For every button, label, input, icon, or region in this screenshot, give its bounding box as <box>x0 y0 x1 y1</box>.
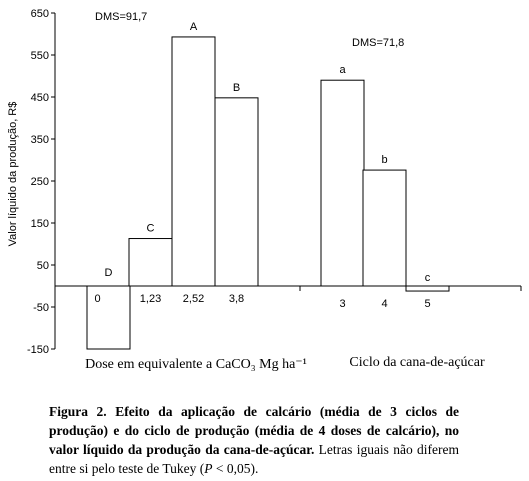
x-category-label: 2,52 <box>182 293 205 305</box>
x-category-label: 0 <box>94 293 101 305</box>
y-tick-label: 450 <box>30 92 49 104</box>
x-category-label: 4 <box>381 298 388 310</box>
chart-labels <box>85 11 485 372</box>
bar <box>406 286 449 291</box>
dms-label: DMS=91,7 <box>95 11 148 23</box>
bar <box>172 37 215 286</box>
bar-letter-label: D <box>104 267 113 279</box>
figure-caption <box>49 402 459 478</box>
chart-axes <box>7 8 521 356</box>
y-tick-label: 350 <box>30 134 49 146</box>
bar <box>215 98 258 286</box>
caption-p-symbol: P <box>204 461 213 476</box>
bar-letter-label: a <box>339 64 346 77</box>
y-axis-title: Valor líquido da produção, R$ <box>7 101 19 247</box>
x-category-label: 1,23 <box>139 293 162 305</box>
y-tick-label: 550 <box>30 50 49 62</box>
x-group-title: Ciclo da cana-de-açúcar <box>349 355 485 370</box>
dms-label: DMS=71,8 <box>352 37 405 49</box>
caption-bold: Figura 2. Efeito da aplicação de calcário (média de 3 ciclos de produção) e do ciclo de produção (média de 4 doses de calcário), no valor líquido da produção da cana-de-açúcar. <box>49 404 459 457</box>
y-tick-label: 250 <box>30 176 49 188</box>
bar <box>87 286 130 349</box>
caption-text-1: Letras iguais não diferem entre si pelo teste de Tukey ( <box>49 442 459 476</box>
y-tick-label: -150 <box>26 344 49 356</box>
x-category-label: 3,8 <box>228 293 245 305</box>
bar <box>321 80 364 286</box>
y-tick-label: 650 <box>30 8 49 20</box>
x-group-title: Dose em equivalente a CaCO₃ Mg ha⁻¹ <box>85 357 307 372</box>
y-tick-label: -50 <box>33 302 49 314</box>
bar-letter-label: C <box>146 222 155 235</box>
x-category-label: 5 <box>424 298 431 310</box>
bar-letter-label: A <box>189 20 198 33</box>
bar-letter-label: B <box>232 81 241 94</box>
bar-letter-label: c <box>424 272 431 284</box>
x-category-label: 3 <box>339 298 346 310</box>
bar <box>129 239 172 286</box>
caption-text-2: < 0,05). <box>212 461 259 476</box>
y-tick-label: 50 <box>36 260 49 272</box>
bar-letter-label: b <box>381 154 388 167</box>
y-tick-label: 150 <box>30 218 49 230</box>
bar <box>363 170 406 286</box>
